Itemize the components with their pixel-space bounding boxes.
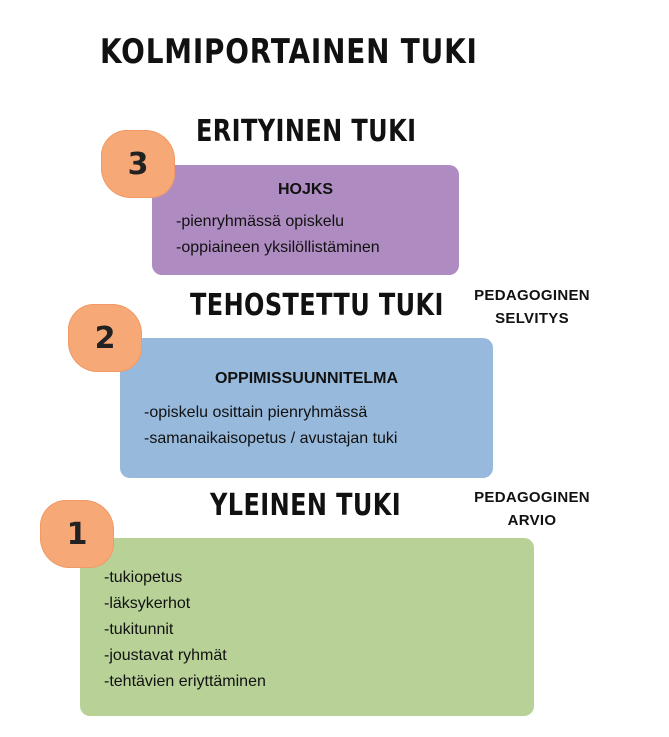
tier-2-number-badge: 2 xyxy=(68,304,142,372)
tier-3-title: ERITYINEN TUKI xyxy=(196,114,417,149)
tier-3-list xyxy=(176,209,380,261)
list-item: -opiskelu osittain pienryhmässä xyxy=(144,404,368,421)
tier-2-title: TEHOSTETTU TUKI xyxy=(190,288,444,323)
list-item: -pienryhmässä opiskelu xyxy=(176,213,345,230)
pedagoginen-selvitys-label: PEDAGOGINEN SELVITYS xyxy=(474,287,590,327)
tier-3-box xyxy=(152,165,459,275)
list-item: -oppiaineen yksilöllistäminen xyxy=(176,239,380,256)
tier-3-number-badge: 3 xyxy=(101,130,175,198)
pedagoginen-arvio-label: PEDAGOGINEN ARVIO xyxy=(474,489,590,529)
tier-1-box xyxy=(80,538,534,716)
tier-3-heading: HOJKS xyxy=(277,181,334,198)
list-item: -samanaikaisopetus / avustajan tuki xyxy=(144,430,398,447)
list-item: -tukitunnit xyxy=(104,621,174,638)
list-item: -tukiopetus xyxy=(104,569,183,586)
page-title: KOLMIPORTAINEN TUKI xyxy=(100,32,478,72)
tier-1-title: YLEINEN TUKI xyxy=(210,488,402,523)
tier-2-heading: OPPIMISSUUNNITELMA xyxy=(214,370,399,387)
tier-1-number-badge: 1 xyxy=(40,500,114,568)
tier-2-list xyxy=(144,400,397,452)
tier-2-box xyxy=(120,338,493,478)
tier-1-list xyxy=(104,565,266,695)
list-item: -joustavat ryhmät xyxy=(104,647,227,664)
list-item: -läksykerhot xyxy=(104,595,191,612)
list-item: -tehtävien eriyttäminen xyxy=(104,673,266,690)
